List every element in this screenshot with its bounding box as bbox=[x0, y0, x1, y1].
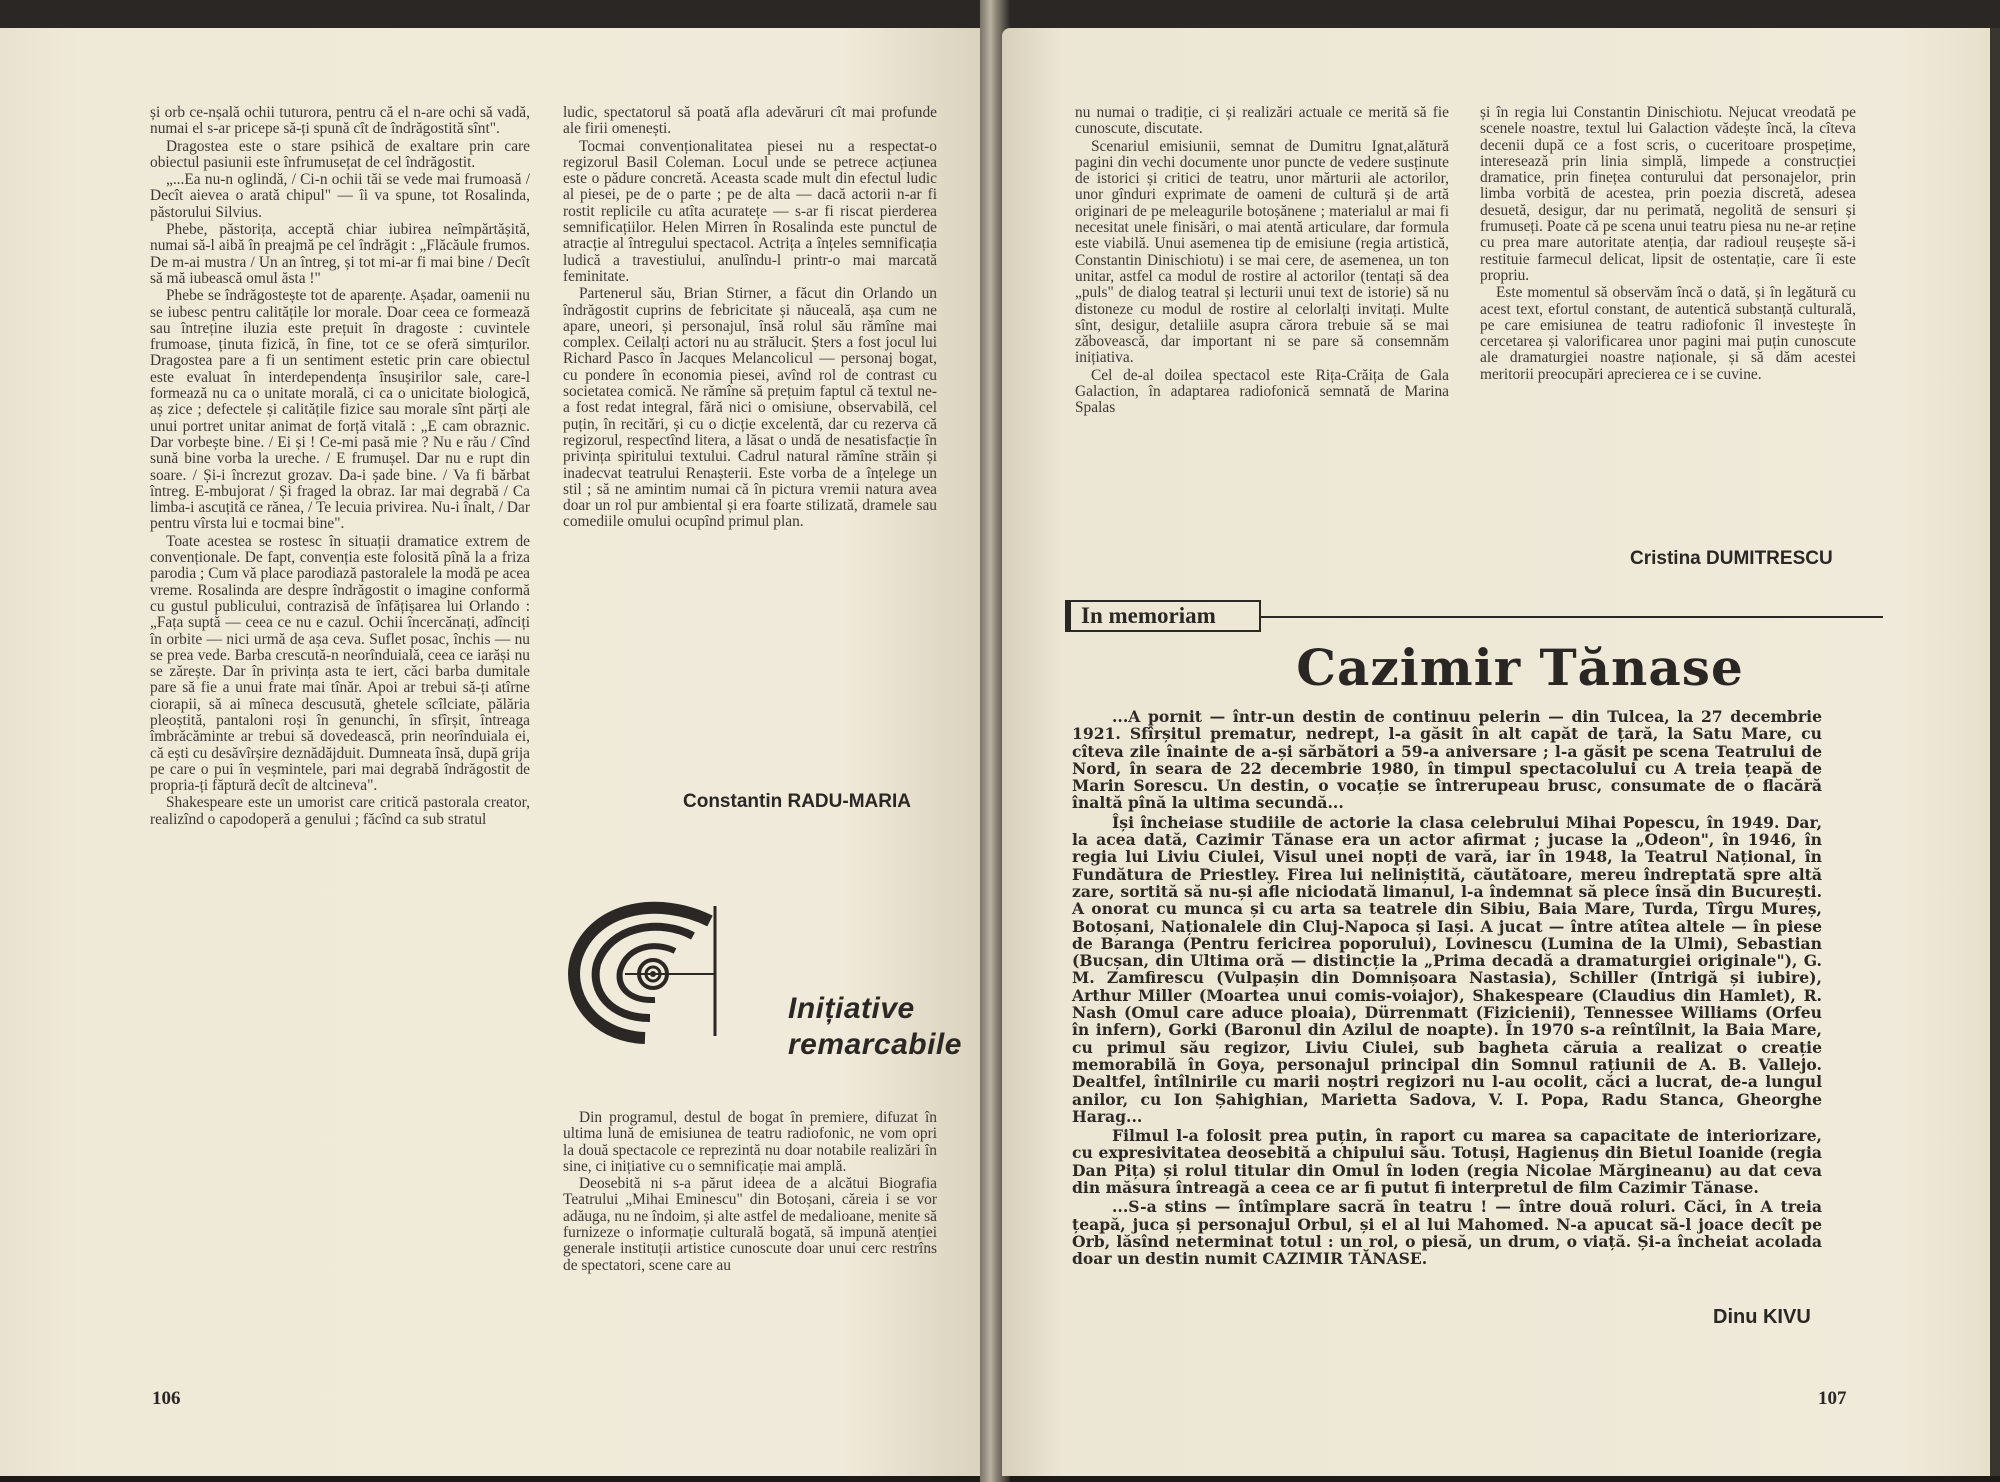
paragraph: Cel de-al doilea spectacol este Rița-Crăița de Gala Galaction, în adaptarea radiofonică semnată de Marina Spalas bbox=[1075, 366, 1449, 417]
paragraph: Dragostea este o stare psihică de exaltare prin care obiectul pasiunii este înfrumusețat de cel îndrăgostit. bbox=[150, 137, 530, 171]
paragraph: Partenerul său, Brian Stirner, a făcut din Orlando un îndrăgostit cuprins de febricitate și năuceală, așa cum ne apare, uneori, și personajul, însă rolul său rămîne mai complex. Ceilalți actori nu au strălucit. Șters a fost jocul lui Richard Pasco în Jacques Melancolicul — personaj bogat, cu pondere în economia piesei, avînd rol de contrast cu societatea comică. Ne rămîne să prețuim faptul că textul ne-a fost redat integral, fără nici o omisiune, observabilă, cel puțin, în recitări, și cu o dicție excelentă, dar cu rezerva că regizorul, respectînd litera, a lăsat o undă de nesatisfacție în privința spiritului textului. Cadrul natural rămîne străin și inadecvat teatrului Renașterii. Este vorba de a înțelege un stil ; să ne amintim numai că în pictura vremii natura avea doar un rol pur ambiental și era foarte stilizată, dramele sau comediile omului ocupînd primul plan. bbox=[563, 285, 937, 531]
paragraph: „...Ea nu-n oglindă, / Ci-n ochii tăi se vede mai frumoasă / Decît aievea o arată chipul" — îi va spune, tot Rosalinda, păstorului Silvius. bbox=[150, 171, 530, 221]
signature-dumitrescu: Cristina DUMITRESCU bbox=[1630, 548, 1833, 569]
in-memoriam-label bbox=[1065, 600, 1261, 632]
section-title-line-2: remarcabile bbox=[788, 1028, 962, 1061]
paragraph: și în regia lui Constantin Dinischiotu. Nejucat vreodată pe scenele noastre, textul lui Galaction vădește încă, la cîteva decenii după ce a fost scris, o cuceritoare prospețime, interesează prin linia simplă, limpede a construcției dramatice, prin finețea conturului dat personajelor, prin limba vorbită de acestea, prin poezia discretă, adesea desuetă, desigur, dar nu perimată, negolită de sensuri și frumuseți. Poate că pe scena unui teatru piesa nu ne-ar reține cu prea mare autoritate atenția, dar radioul reușește să-i restituie farmecul delicat, lipsit de ostentație, care îi este propriu. bbox=[1480, 104, 1856, 284]
paragraph: Phebe se îndrăgostește tot de aparențe. Așadar, oamenii nu se iubesc pentru calitățile lor morale. Doar ceea ce formează sau întreține iluzia este prețuit în dragoste : cuvintele frumoase, ținuta fizică, în fine, tot ce se oferă simțurilor. Dragostea pare a fi un sentiment estetic prin care obiectul este evaluat în interdependența însușirilor sale, care-l formează nu ca o unitate morală, ci ca o unicitate biologică, aș zice ; defectele și calitățile fizice sau morale sînt părți ale unui portret unitar animat de forță vitală : „E cam obraznic. Dar vorbește bine. / Ei și ! Ce-mi pasă mie ? Nu e rău / Cînd sună bine vorba la ureche. / E frumușel. Dar nu e rupt din soare. / Și-i încrezut grozav. Da-i șade bine. / Va fi bărbat întreg. E-mbujorat / Și fraged la obraz. Iar mai degrabă / Ca limba-i ascuțită ce rănea, / Te lecuia privirea. Nu-i înalt, / Dar pentru vîrsta lui e tocmai bine". bbox=[150, 287, 530, 533]
paragraph: ludic, spectatorul să poată afla adevăruri cît mai profunde ale firii omenești. bbox=[563, 104, 937, 138]
paragraph: Phebe, păstorița, acceptă chiar iubirea neîmpărtășită, numai să-l aibă în preajmă pe cel îndrăgit : „Flăcăule frumos. De m-ai mustra / Un an întreg, și tot mi-ar fi mai bine / Decît să mă iubească omul ăsta !" bbox=[150, 221, 530, 287]
article-headline: Cazimir Tănase bbox=[1296, 638, 1744, 697]
paragraph: Deosebită ni s-a părut ideea de a alcătui Biografia Teatrului „Mihai Eminescu" din Botoșani, căreia i se vor adăuga, nu ne îndoim, și alte astfel de medalioane, menite să furnizeze o informație culturală bogată, să impună atenției generale instituții artistice cunoscute doar unui cerc restrîns de spectatori, scene care au bbox=[563, 1175, 937, 1274]
cover-edge bbox=[1990, 28, 2000, 1476]
paragraph: Scenariul emisiunii, semnat de Dumitru Ignat,alătură pagini din vechi documente unor puncte de vedere susținute de istorici și critici de teatru, unor mărturii ale actorilor, unor gînduri exprimate de oameni de cultură și de artă originari de pe meleagurile botoșănene ; materialul ar mai fi necesitat unele finisări, o mai atentă articulare, dar formula este viabilă. Unui asemenea tip de emisiune (regia artistică, Constantin Dinischiotu) i se mai cere, de asemenea, un ton unitar, astfel ca modul de rostire al actorilor (tentați să dea „puls" de dialog teatral și lecturii unui text de istorie) să nu distoneze cu modul de rostire al celorlalți invitați. Multe sînt, desigur, detaliile asupra cărora trebuie să se mai zăbovească, dar important ni se pare să consemnăm inițiativa. bbox=[1075, 137, 1449, 367]
in-memoriam-text: In memoriam bbox=[1081, 603, 1216, 628]
paragraph: ...A pornit — într-un destin de continuu pelerin — din Tulcea, la 27 decembrie 1921. Sfîrșitul prematur, nedrept, l-a găsit în alt capăt de țară, la Satu Mare, cu cîteva zile înainte de a-și sărbători a 59-a aniversare ; l-a găsit pe scena Teatrului de Nord, în seara de 22 decembrie 1980, în timpul spectacolului cu A treia țeapă de Marin Sorescu. Un destin, o vocație se întrerupeau brusc, consumate de o flacără înaltă pînă la ultima secundă... bbox=[1072, 707, 1822, 813]
paragraph: Este momentul să observăm încă o dată, și în legătură cu acest text, efortul constant, de autentică substanță culturală, pe care emisiunea de teatru radiofonic îl investește în cercetarea și valorificarea unor pagini mai puțin cunoscute ale dramaturgiei noastre naționale, și să dăm acestei meritorii preocupări aprecierea ce i se cuvine. bbox=[1480, 284, 1856, 383]
paragraph: Își încheiase studiile de actorie la clasa celebrului Mihai Popescu, în 1949. Dar, la acea dată, Cazimir Tănase era un actor afirmat ; jucase la „Odeon", în 1946, în regia lui Liviu Ciulei, Visul unei nopți de vară, iar în 1948, la Teatrul Național, în Fundătura de Priestley. Firea lui neliniștită, căutătoare, mereu îndreptată spre altă zare, sortită să nu-și afle niciodată limanul, l-a îndemnat să plece însă din București. A onorat cu munca și cu arta sa teatrele din Sibiu, Baia Mare, Turda, Tîrgu Mureș, Botoșani, Naționalele din Cluj-Napoca și Iași. A jucat — între atîtea altele — în piese de Baranga (Pentru fericirea poporului), Lovinescu (Lumina de la Ulmi), Sebastian (Bucșan, din Ultima oră — distincție la „Prima decadă a dramaturgiei originale"), G. M. Zamfirescu (Vulpașin din Domnișoara Nastasia), Schiller (Intrigă și iubire), Arthur Miller (Moartea unui comis-voiajor), Shakespeare (Claudius din Hamlet), R. Nash (Omul care aduce ploaia), Dürrenmatt (Fizicienii), Tennessee Williams (Orfeu în infern), Gorki (Baronul din Azilul de noapte). În 1970 s-a reîntîlnit, la Baia Mare, cu primul său regizor, Liviu Ciulei, sub bagheta căruia a realizat o creație memorabilă în Goya, personajul principal din Somnul rațiunii de A. B. Vallejo. Dealtfel, întîlnirile cu marii noștri regizori nu l-au ocolit, căci a lucrat, de-a lungul anilor, cu Ion Șahighian, Marietta Sadova, V. I. Popa, Radu Stanca, Gheorghe Harag... bbox=[1072, 812, 1822, 1126]
section-title-initiatives bbox=[788, 991, 962, 1063]
section-title-line-1: Inițiative bbox=[788, 992, 915, 1025]
page-number-left: 106 bbox=[152, 1388, 181, 1409]
right-page-column-1 bbox=[1075, 105, 1449, 418]
signature-kivu: Dinu KIVU bbox=[1713, 1306, 1811, 1328]
left-page-column-1 bbox=[150, 105, 530, 829]
signature-radu-maria: Constantin RADU-MARIA bbox=[683, 791, 911, 812]
paragraph: ...S-a stins — întîmplare sacră în teatru ! — între două roluri. Căci, în A treia țeapă, juca și personajul Orbul, și el al lui Mahomed. N-a apucat să-l joace decît pe Orb, lăsînd neterminat totul : un rol, o piesă, un drum, o viață. Și-a încheiat acolada doar un destin numit CAZIMIR TĂNASE. bbox=[1072, 1197, 1822, 1269]
section-rule bbox=[1261, 616, 1883, 618]
memoriam-body bbox=[1072, 708, 1822, 1270]
left-page-column-2-bottom bbox=[563, 1110, 937, 1275]
paragraph: Tocmai convenționalitatea piesei nu a respectat-o regizorul Basil Coleman. Locul unde se petrece acțiunea este o pădure concretă. Aceasta scade mult din efectul ludic al piesei, pe de o parte ; pe de alta — dacă actorii n-ar fi rostit replicile cu atîta acuratețe — s-ar fi riscat pierderea semnificațiilor. Helen Mirren în Rosalinda este punctul de atracție al întregului spectacol. Actrița a înțeles semnificația ludică a travestiului, anulîndu-l printr-o mai marcată feminitate. bbox=[563, 137, 937, 285]
paragraph: nu numai o tradiție, ci și realizări actuale ce merită să fie cunoscute, discutate. bbox=[1075, 104, 1449, 138]
paragraph: Shakespeare este un umorist care critică pastorala creator, realizînd o capodoperă a genului ; făcînd ca sub stratul bbox=[150, 794, 530, 828]
paragraph: Filmul l-a folosit prea puțin, în raport cu marea sa capacitate de interiorizare, cu expresivitatea deosebită a chipului său. Totuși, Hagienuș din Bietul Ioanide (regia Dan Pița) și rolul titular din Omul în loden (regia Nicolae Mărgineanu) au dat ceva din măsura întreagă a ceea ce ar fi putut fi interpretul de film Cazimir Tănase. bbox=[1072, 1126, 1822, 1198]
paragraph: și orb ce-nșală ochii tuturora, pentru că el n-are ochi să vadă, numai el s-ar pricepe să-ți spună cît de îndrăgostită sînt". bbox=[150, 104, 530, 138]
page-number-right: 107 bbox=[1818, 1388, 1847, 1409]
paragraph: Toate acestea se rostesc în situații dramatice extrem de convenționale. De fapt, convenția este folosită pînă la a friza parodia ; Cum vă place parodiază pastoralele la modă pe acea vreme. Rosalinda are despre îndrăgostit o imagine conformă cu gustul publicului, contrazisă de înfățișarea lui Orlando : „Fața suptă — ceea ce nu e cazul. Ochii încercănați, adînciți în orbite — nici urmă de așa ceva. Suflet posac, închis — nu se prea vede. Barba crescută-n neorînduială, ceea ce iarăși nu se zărește. Dar în privința asta te iert, căci barba dumitale pare să fie a unui frate mai tînăr. Apoi ar trebui să-ți atîrne ciorapii, să ai mîneca descusută, ghetele scîlciate, pălăria pleoștită, pantaloni roși în genunchi, în sfîrșit, întreaga îmbrăcăminte ar trebui să dovedească, prin neorînduiala ei, că ești cu desăvîrșire deznădăjduit. Dumneata însă, după grija pe care o pui în veșmintele, pari mai degrabă îndrăgostit de propria-ți făptură decît de altcineva". bbox=[150, 532, 530, 795]
left-page-column-2 bbox=[563, 105, 937, 532]
paragraph: Din programul, destul de bogat în premiere, difuzat în ultima lună de emisiunea de teatru radiofonic, ne vom opri la două spectacole ce reprezintă nu doar notabile realizări în sine, ci inițiative cu o semnificație mai amplă. bbox=[563, 1109, 937, 1175]
right-page-column-2 bbox=[1480, 105, 1856, 384]
left-page bbox=[0, 28, 990, 1476]
radio-theatre-logo bbox=[565, 896, 725, 1046]
